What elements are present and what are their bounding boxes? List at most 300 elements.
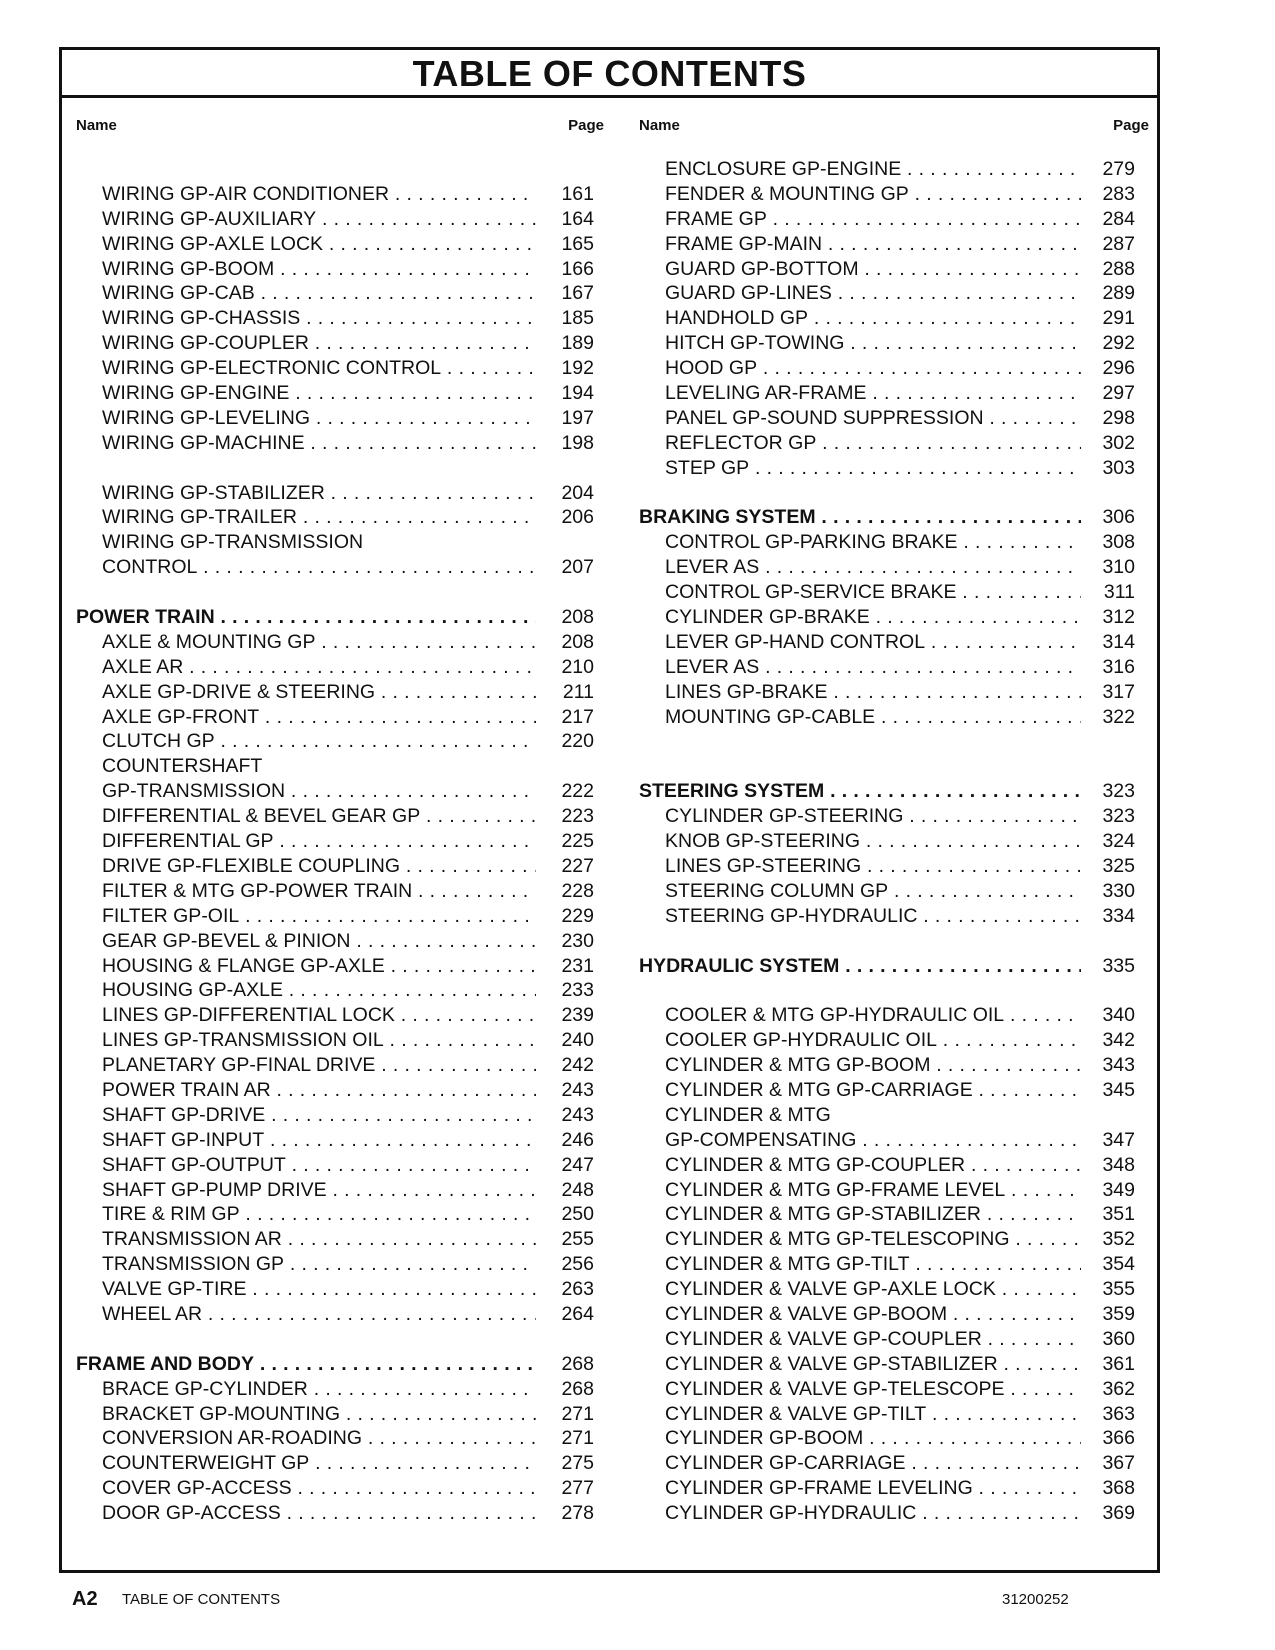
entry-name: CYLINDER & VALVE GP-AXLE LOCK . . . xyxy=(665,1277,1081,1302)
toc-entry xyxy=(76,1153,604,1178)
toc-column-right xyxy=(639,101,1149,1526)
entry-page: 189 xyxy=(561,332,594,355)
spacer xyxy=(639,929,1149,954)
entry-name: COOLER GP-HYDRAULIC OIL . . . xyxy=(665,1028,1081,1053)
entry-page: 325 xyxy=(1102,854,1135,877)
entry-name: CYLINDER GP-STEERING . . . xyxy=(665,804,1081,829)
entry-page: 363 xyxy=(1102,1402,1135,1425)
toc-entry xyxy=(639,257,1149,282)
entry-page: 247 xyxy=(561,1153,594,1176)
entry-page: 291 xyxy=(1102,307,1135,330)
entry-name: GEAR GP-BEVEL & PINION . . . xyxy=(102,929,536,954)
entry-page: 277 xyxy=(561,1477,594,1500)
toc-entry xyxy=(76,1227,604,1252)
entry-name: FRAME AND BODY . . . xyxy=(76,1352,536,1377)
entry-page: 342 xyxy=(1102,1029,1135,1052)
toc-entry xyxy=(639,1277,1149,1302)
toc-entry xyxy=(76,406,604,431)
toc-entry xyxy=(639,456,1149,481)
toc-entry xyxy=(639,232,1149,257)
toc-entry xyxy=(639,182,1149,207)
toc-entry xyxy=(76,1252,604,1277)
entry-page: 207 xyxy=(561,556,594,579)
entry-name: GUARD GP-BOTTOM . . . xyxy=(665,257,1081,282)
entry-name: WIRING GP-BOOM . . . xyxy=(102,257,536,282)
entry-page: 225 xyxy=(561,830,594,853)
toc-entry xyxy=(639,1501,1149,1526)
entry-page: 355 xyxy=(1102,1278,1135,1301)
section-heading xyxy=(639,954,1149,979)
entry-page: 248 xyxy=(561,1178,594,1201)
toc-entry xyxy=(76,705,604,730)
page-title: TABLE OF CONTENTS xyxy=(62,50,1157,98)
entry-page: 367 xyxy=(1102,1452,1135,1475)
entry-name: CYLINDER & MTG GP-CARRIAGE . . . xyxy=(665,1078,1081,1103)
entry-name: DRIVE GP-FLEXIBLE COUPLING . . . xyxy=(102,854,536,879)
toc-entry xyxy=(76,1028,604,1053)
entry-name: COVER GP-ACCESS . . . xyxy=(102,1476,536,1501)
entry-page: 217 xyxy=(561,705,594,728)
entry-name: CYLINDER GP-CARRIAGE . . . xyxy=(665,1451,1081,1476)
entry-name: WIRING GP-AXLE LOCK . . . xyxy=(102,232,536,257)
toc-entry xyxy=(76,804,604,829)
toc-entry xyxy=(639,1451,1149,1476)
entry-page: 256 xyxy=(561,1253,594,1276)
entry-page: 210 xyxy=(561,655,594,678)
entry-page: 220 xyxy=(561,730,594,753)
entry-name: TRANSMISSION GP . . . xyxy=(102,1252,536,1277)
entry-page: 228 xyxy=(561,879,594,902)
toc-frame xyxy=(59,47,1160,1573)
entry-page: 243 xyxy=(561,1078,594,1101)
toc-entry xyxy=(76,555,604,580)
toc-entry xyxy=(76,1426,604,1451)
toc-entry xyxy=(639,1352,1149,1377)
toc-entry xyxy=(639,1153,1149,1178)
toc-entry xyxy=(639,1003,1149,1028)
toc-entry xyxy=(639,406,1149,431)
entry-name: GP-TRANSMISSION . . . xyxy=(102,779,536,804)
entry-name: SHAFT GP-OUTPUT . . . xyxy=(102,1153,536,1178)
toc-entry xyxy=(76,1103,604,1128)
toc-entry xyxy=(76,257,604,282)
entry-name: STEERING COLUMN GP . . . xyxy=(665,879,1081,904)
entry-page: 192 xyxy=(561,357,594,380)
entry-name: CYLINDER & MTG GP-STABILIZER . . . xyxy=(665,1202,1081,1227)
spacer xyxy=(76,456,604,481)
entry-name: WIRING GP-COUPLER . . . xyxy=(102,331,536,356)
entry-page: 343 xyxy=(1102,1054,1135,1077)
entry-name: LINES GP-STEERING . . . xyxy=(665,854,1081,879)
toc-entry xyxy=(76,1451,604,1476)
entry-name: MOUNTING GP-CABLE . . . xyxy=(665,705,1081,730)
entry-page: 194 xyxy=(561,382,594,405)
name-header: Name xyxy=(639,117,680,134)
entry-name: CYLINDER & VALVE GP-TILT . . . xyxy=(665,1402,1081,1427)
entry-name: LINES GP-DIFFERENTIAL LOCK . . . xyxy=(102,1003,536,1028)
toc-entry xyxy=(639,157,1149,182)
entry-name: CYLINDER & MTG xyxy=(665,1103,831,1126)
entry-name: LINES GP-BRAKE . . . xyxy=(665,680,1081,705)
column-header xyxy=(76,101,604,157)
entry-name: HYDRAULIC SYSTEM . . . xyxy=(639,954,1081,979)
entry-page: 368 xyxy=(1102,1477,1135,1500)
entry-page: 271 xyxy=(561,1427,594,1450)
entry-page: 316 xyxy=(1102,655,1135,678)
entry-page: 312 xyxy=(1102,606,1135,629)
entry-name: TIRE & RIM GP . . . xyxy=(102,1202,536,1227)
entry-page: 222 xyxy=(561,780,594,803)
entry-name: WIRING GP-LEVELING . . . xyxy=(102,406,536,431)
entry-page: 204 xyxy=(561,481,594,504)
entry-page: 354 xyxy=(1102,1253,1135,1276)
entry-page: 250 xyxy=(561,1203,594,1226)
entry-page: 242 xyxy=(561,1054,594,1077)
toc-entry xyxy=(76,356,604,381)
toc-entry xyxy=(76,182,604,207)
entry-page: 268 xyxy=(561,1352,594,1375)
entry-name: WIRING GP-AIR CONDITIONER . . . xyxy=(102,182,536,207)
entry-page: 334 xyxy=(1102,904,1135,927)
toc-entry xyxy=(76,207,604,232)
entry-page: 233 xyxy=(561,979,594,1002)
toc-entry xyxy=(76,232,604,257)
entry-name: VALVE GP-TIRE . . . xyxy=(102,1277,536,1302)
toc-entry xyxy=(639,630,1149,655)
entry-name: LEVELING AR-FRAME . . . xyxy=(665,381,1081,406)
entry-name: HOOD GP . . . xyxy=(665,356,1081,381)
entry-page: 206 xyxy=(561,506,594,529)
entry-name: GUARD GP-LINES . . . xyxy=(665,281,1081,306)
toc-list-right xyxy=(639,157,1149,1526)
entry-page: 298 xyxy=(1102,406,1135,429)
entry-page: 351 xyxy=(1102,1203,1135,1226)
toc-entry xyxy=(76,1003,604,1028)
toc-entry xyxy=(76,655,604,680)
entry-name: DIFFERENTIAL & BEVEL GEAR GP . . . xyxy=(102,804,536,829)
toc-entry xyxy=(639,680,1149,705)
toc-entry xyxy=(76,854,604,879)
entry-page: 231 xyxy=(561,954,594,977)
entry-page: 366 xyxy=(1102,1427,1135,1450)
entry-name: AXLE & MOUNTING GP . . . xyxy=(102,630,536,655)
toc-column-left xyxy=(76,101,604,1526)
toc-entry xyxy=(76,530,604,555)
toc-entry xyxy=(76,381,604,406)
toc-entry xyxy=(76,829,604,854)
spacer xyxy=(76,580,604,605)
entry-page: 302 xyxy=(1102,431,1135,454)
toc-entry xyxy=(76,929,604,954)
entry-name: CYLINDER & MTG GP-TELESCOPING . . . xyxy=(665,1227,1081,1252)
toc-entry xyxy=(639,705,1149,730)
entry-page: 240 xyxy=(561,1029,594,1052)
entry-name: CYLINDER & MTG GP-FRAME LEVEL . . . xyxy=(665,1178,1081,1203)
toc-entry xyxy=(639,1128,1149,1153)
toc-entry xyxy=(639,829,1149,854)
toc-entry xyxy=(639,1028,1149,1053)
toc-entry xyxy=(76,1302,604,1327)
entry-name: CYLINDER GP-BOOM . . . xyxy=(665,1426,1081,1451)
entry-page: 303 xyxy=(1102,456,1135,479)
entry-name: WIRING GP-MACHINE . . . xyxy=(102,431,536,456)
toc-entry xyxy=(639,879,1149,904)
entry-page: 268 xyxy=(561,1377,594,1400)
section-heading xyxy=(76,1352,604,1377)
toc-entry xyxy=(76,954,604,979)
entry-name: CYLINDER & VALVE GP-BOOM . . . xyxy=(665,1302,1081,1327)
entry-name: DOOR GP-ACCESS . . . xyxy=(102,1501,536,1526)
entry-page: 345 xyxy=(1102,1078,1135,1101)
entry-page: 239 xyxy=(561,1004,594,1027)
entry-name: POWER TRAIN AR . . . xyxy=(102,1078,536,1103)
entry-name: POWER TRAIN . . . xyxy=(76,605,536,630)
entry-page: 263 xyxy=(561,1278,594,1301)
section-heading xyxy=(76,605,604,630)
entry-page: 271 xyxy=(561,1402,594,1425)
entry-name: FENDER & MOUNTING GP . . . xyxy=(665,182,1081,207)
toc-entry xyxy=(76,505,604,530)
toc-entry xyxy=(76,1277,604,1302)
name-header: Name xyxy=(76,117,117,134)
entry-name: STEERING GP-HYDRAULIC . . . xyxy=(665,904,1081,929)
entry-name: SHAFT GP-DRIVE . . . xyxy=(102,1103,536,1128)
toc-entry xyxy=(639,207,1149,232)
toc-entry xyxy=(639,1178,1149,1203)
entry-page: 243 xyxy=(561,1103,594,1126)
entry-page: 349 xyxy=(1102,1178,1135,1201)
entry-page: 246 xyxy=(561,1128,594,1151)
toc-entry xyxy=(639,281,1149,306)
entry-page: 287 xyxy=(1102,232,1135,255)
entry-page: 311 xyxy=(1103,581,1135,604)
toc-entry xyxy=(639,1078,1149,1103)
toc-entry xyxy=(76,1053,604,1078)
entry-name: CYLINDER GP-HYDRAULIC . . . xyxy=(665,1501,1081,1526)
toc-entry xyxy=(639,655,1149,680)
entry-name: WIRING GP-STABILIZER . . . xyxy=(102,481,536,506)
document-number: 31200252 xyxy=(1002,1591,1069,1608)
toc-entry xyxy=(639,356,1149,381)
entry-page: 314 xyxy=(1102,630,1135,653)
entry-name: WHEEL AR . . . xyxy=(102,1302,536,1327)
toc-entry xyxy=(639,1227,1149,1252)
entry-page: 324 xyxy=(1102,830,1135,853)
entry-page: 227 xyxy=(561,854,594,877)
entry-name: SHAFT GP-PUMP DRIVE . . . xyxy=(102,1178,536,1203)
entry-name: WIRING GP-CAB . . . xyxy=(102,281,536,306)
entry-page: 317 xyxy=(1102,680,1135,703)
entry-page: 211 xyxy=(562,680,594,703)
entry-name: CYLINDER & VALVE GP-STABILIZER . . . xyxy=(665,1352,1081,1377)
toc-list-left xyxy=(76,157,604,1526)
toc-entry xyxy=(639,1327,1149,1352)
entry-name: AXLE GP-DRIVE & STEERING . . . xyxy=(102,680,536,705)
entry-name: LEVER AS . . . xyxy=(665,655,1081,680)
entry-page: 165 xyxy=(561,232,594,255)
entry-page: 297 xyxy=(1102,382,1135,405)
section-heading xyxy=(639,505,1149,530)
entry-page: 348 xyxy=(1102,1153,1135,1176)
spacer xyxy=(639,481,1149,506)
entry-name: SHAFT GP-INPUT . . . xyxy=(102,1128,536,1153)
entry-page: 229 xyxy=(561,904,594,927)
entry-name: WIRING GP-ELECTRONIC CONTROL . . . xyxy=(102,356,536,381)
entry-name: BRAKING SYSTEM . . . xyxy=(639,505,1081,530)
toc-entry xyxy=(76,1078,604,1103)
entry-name: ENCLOSURE GP-ENGINE . . . xyxy=(665,157,1081,182)
entry-name: STEP GP . . . xyxy=(665,456,1081,481)
entry-name: CYLINDER GP-FRAME LEVELING . . . xyxy=(665,1476,1081,1501)
toc-entry xyxy=(76,879,604,904)
toc-entry xyxy=(639,1377,1149,1402)
toc-entry xyxy=(639,331,1149,356)
entry-name: CLUTCH GP . . . xyxy=(102,729,536,754)
toc-entry xyxy=(639,381,1149,406)
entry-page: 352 xyxy=(1102,1228,1135,1251)
toc-entry xyxy=(76,306,604,331)
entry-name: CYLINDER & MTG GP-COUPLER . . . xyxy=(665,1153,1081,1178)
entry-page: 310 xyxy=(1102,556,1135,579)
toc-entry xyxy=(639,1476,1149,1501)
entry-name: HOUSING & FLANGE GP-AXLE . . . xyxy=(102,954,536,979)
entry-name: CYLINDER & VALVE GP-TELESCOPE . . . xyxy=(665,1377,1081,1402)
entry-name: COOLER & MTG GP-HYDRAULIC OIL . . . xyxy=(665,1003,1081,1028)
toc-entry xyxy=(639,580,1149,605)
entry-page: 308 xyxy=(1102,531,1135,554)
toc-entry xyxy=(639,1053,1149,1078)
toc-entry xyxy=(76,630,604,655)
entry-name: WIRING GP-TRAILER . . . xyxy=(102,505,536,530)
entry-name: DIFFERENTIAL GP . . . xyxy=(102,829,536,854)
toc-entry xyxy=(639,1402,1149,1427)
entry-page: 161 xyxy=(561,182,594,205)
entry-name: FRAME GP . . . xyxy=(665,207,1081,232)
spacer xyxy=(76,1327,604,1352)
entry-name: BRACE GP-CYLINDER . . . xyxy=(102,1377,536,1402)
toc-entry xyxy=(639,1426,1149,1451)
entry-page: 167 xyxy=(561,282,594,305)
spacer xyxy=(76,157,604,182)
entry-page: 230 xyxy=(561,929,594,952)
entry-page: 283 xyxy=(1102,182,1135,205)
entry-name: PLANETARY GP-FINAL DRIVE . . . xyxy=(102,1053,536,1078)
entry-name: TRANSMISSION AR . . . xyxy=(102,1227,536,1252)
entry-page: 198 xyxy=(561,431,594,454)
entry-name: FILTER & MTG GP-POWER TRAIN . . . xyxy=(102,879,536,904)
spacer xyxy=(639,754,1149,779)
entry-page: 347 xyxy=(1102,1128,1135,1151)
toc-entry xyxy=(76,754,604,779)
toc-entry xyxy=(76,1202,604,1227)
entry-name: CONVERSION AR-ROADING . . . xyxy=(102,1426,536,1451)
toc-entry xyxy=(76,1402,604,1427)
entry-page: 306 xyxy=(1102,506,1135,529)
entry-name: KNOB GP-STEERING . . . xyxy=(665,829,1081,854)
toc-entry xyxy=(76,431,604,456)
entry-name: LEVER AS . . . xyxy=(665,555,1081,580)
entry-name: PANEL GP-SOUND SUPPRESSION . . . xyxy=(665,406,1081,431)
toc-entry xyxy=(76,904,604,929)
entry-name: FRAME GP-MAIN . . . xyxy=(665,232,1081,257)
entry-name: HITCH GP-TOWING . . . xyxy=(665,331,1081,356)
page-code: A2 xyxy=(72,1588,98,1610)
entry-name: BRACKET GP-MOUNTING . . . xyxy=(102,1402,536,1427)
entry-page: 362 xyxy=(1102,1377,1135,1400)
entry-page: 279 xyxy=(1102,158,1135,180)
toc-entry xyxy=(639,1252,1149,1277)
entry-page: 288 xyxy=(1102,257,1135,280)
entry-page: 340 xyxy=(1102,1004,1135,1027)
section-heading xyxy=(639,779,1149,804)
entry-name: AXLE GP-FRONT . . . xyxy=(102,705,536,730)
toc-entry xyxy=(76,331,604,356)
entry-name: LEVER GP-HAND CONTROL . . . xyxy=(665,630,1081,655)
toc-entry xyxy=(76,978,604,1003)
toc-entry xyxy=(639,431,1149,456)
entry-page: 330 xyxy=(1102,879,1135,902)
toc-entry xyxy=(639,1202,1149,1227)
entry-page: 322 xyxy=(1102,705,1135,728)
entry-page: 197 xyxy=(561,406,594,429)
spacer xyxy=(639,978,1149,1003)
toc-entry xyxy=(639,1302,1149,1327)
entry-name: COUNTERWEIGHT GP . . . xyxy=(102,1451,536,1476)
entry-name: CONTROL . . . xyxy=(102,555,536,580)
entry-name: CYLINDER & VALVE GP-COUPLER . . . xyxy=(665,1327,1081,1352)
entry-page: 284 xyxy=(1102,207,1135,230)
entry-page: 335 xyxy=(1102,954,1135,977)
footer-title: TABLE OF CONTENTS xyxy=(122,1591,281,1608)
entry-page: 361 xyxy=(1102,1352,1135,1375)
entry-name: WIRING GP-ENGINE . . . xyxy=(102,381,536,406)
entry-page: 296 xyxy=(1102,357,1135,380)
page-header: Page xyxy=(568,117,604,134)
entry-name: COUNTERSHAFT xyxy=(102,755,263,778)
toc-entry xyxy=(639,804,1149,829)
entry-name: CONTROL GP-SERVICE BRAKE . . . xyxy=(665,580,1081,605)
entry-name: WIRING GP-AUXILIARY . . . xyxy=(102,207,536,232)
entry-page: 264 xyxy=(561,1302,594,1325)
toc-entry xyxy=(76,1178,604,1203)
entry-page: 323 xyxy=(1102,805,1135,828)
entry-name: AXLE AR . . . xyxy=(102,655,536,680)
toc-entry xyxy=(639,530,1149,555)
entry-page: 292 xyxy=(1102,332,1135,355)
toc-entry xyxy=(76,1501,604,1526)
entry-name: STEERING SYSTEM . . . xyxy=(639,779,1081,804)
entry-page: 369 xyxy=(1102,1502,1135,1525)
toc-entry xyxy=(76,1377,604,1402)
entry-page: 166 xyxy=(561,257,594,280)
entry-name: CONTROL GP-PARKING BRAKE . . . xyxy=(665,530,1081,555)
toc-entry xyxy=(639,904,1149,929)
spacer xyxy=(639,729,1149,754)
entry-name: WIRING GP-CHASSIS . . . xyxy=(102,306,536,331)
entry-name: CYLINDER GP-BRAKE . . . xyxy=(665,605,1081,630)
toc-entry xyxy=(639,605,1149,630)
entry-name: CYLINDER & MTG GP-BOOM . . . xyxy=(665,1053,1081,1078)
entry-page: 323 xyxy=(1102,780,1135,803)
toc-entry xyxy=(639,854,1149,879)
toc-entry xyxy=(76,1476,604,1501)
entry-page: 223 xyxy=(561,805,594,828)
entry-page: 208 xyxy=(561,606,594,629)
toc-entry xyxy=(639,1103,1149,1128)
toc-entry xyxy=(76,729,604,754)
column-header xyxy=(639,101,1149,157)
toc-entry xyxy=(639,555,1149,580)
